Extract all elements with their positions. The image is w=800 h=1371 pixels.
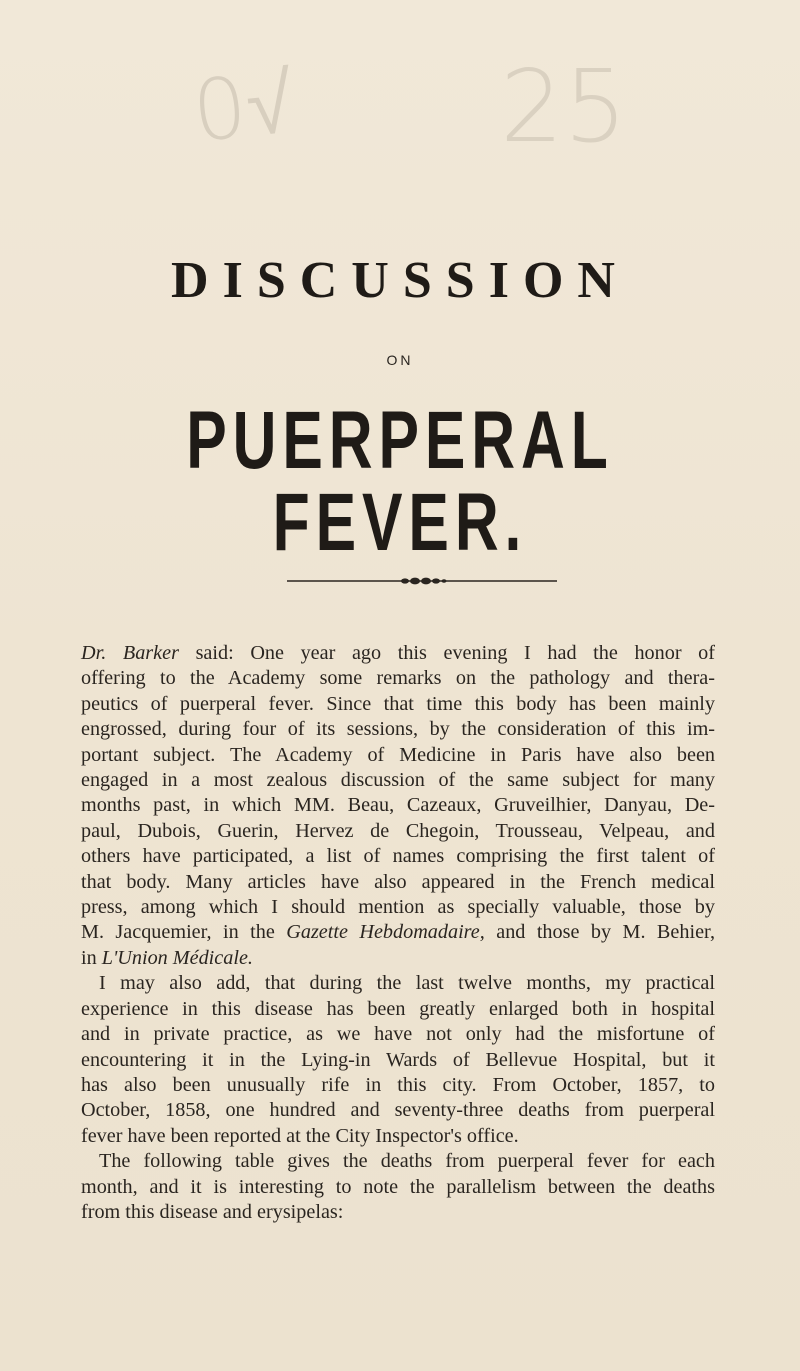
ornamental-rule — [287, 574, 557, 588]
text-line: offering to the Academy some remarks on the pathology and thera- — [81, 667, 715, 690]
text-line: months past, in which MM. Beau, Cazeaux, Gruveilhier, Danyau, De- — [81, 794, 715, 817]
text-line: peutics of puerperal fever. Since that time this body has been mainly — [81, 692, 715, 715]
text-line: experience in this disease has been greatly enlarged both in hospital — [81, 997, 715, 1020]
pencil-annotation-right: 25 — [500, 48, 628, 165]
text-line: that body. Many articles have also appeared in the French medical — [81, 870, 715, 893]
text-line: others have participated, a list of names comprising the first talent of — [81, 845, 715, 868]
text-line: has also been unusually rife in this city. From October, 1857, to — [81, 1073, 715, 1096]
paragraph-2 — [81, 971, 715, 1149]
text-line: and in private practice, as we have not only had the misfortune of — [81, 1023, 715, 1046]
text-line: from this disease and erysipelas: — [81, 1200, 344, 1223]
body-text — [81, 641, 715, 1225]
text-line: press, among which I should mention as specially valuable, those by — [81, 896, 715, 919]
journal-title: Gazette Hebdomadaire, — [286, 921, 485, 944]
text-line: portant subject. The Academy of Medicine in Paris have also been — [81, 743, 715, 766]
pencil-annotation-left: 0√ — [188, 53, 298, 161]
paragraph-1 — [81, 641, 715, 971]
text-line: The following table gives the deaths from puerperal fever for each — [99, 1150, 715, 1173]
page-title: DISCUSSION — [171, 252, 629, 309]
paragraph-3 — [81, 1149, 715, 1225]
text-line: in L'Union Médicale. — [81, 946, 253, 969]
text-line: month, and it is interesting to note the parallelism between the deaths — [81, 1175, 715, 1198]
journal-title: L'Union Médicale. — [101, 946, 253, 969]
text-line: engrossed, during four of its sessions, by the consideration of this im- — [81, 718, 715, 741]
text-line: encountering it in the Lying-in Wards of Bellevue Hospital, but it — [81, 1048, 715, 1071]
text-line: M. Jacquemier, in the Gazette Hebdomadaire, and those by M. Behier, — [81, 921, 715, 944]
text-line: October, 1858, one hundred and seventy-three deaths from puerperal — [81, 1099, 715, 1122]
text-line: paul, Dubois, Guerin, Hervez de Chegoin, Trousseau, Velpeau, and — [81, 819, 715, 842]
text-line: engaged in a most zealous discussion of the same subject for many — [81, 769, 715, 792]
title-connector: ON — [386, 352, 414, 368]
text-line: I may also add, that during the last twelve months, my practical — [99, 972, 715, 995]
speaker-name: Dr. Barker — [81, 642, 179, 664]
text-line: fever have been reported at the City Inspector's office. — [81, 1124, 519, 1147]
text-line: Dr. Barker said: One year ago this evening I had the honor of — [81, 642, 715, 664]
page-subtitle: PUERPERAL FEVER. — [186, 395, 614, 568]
